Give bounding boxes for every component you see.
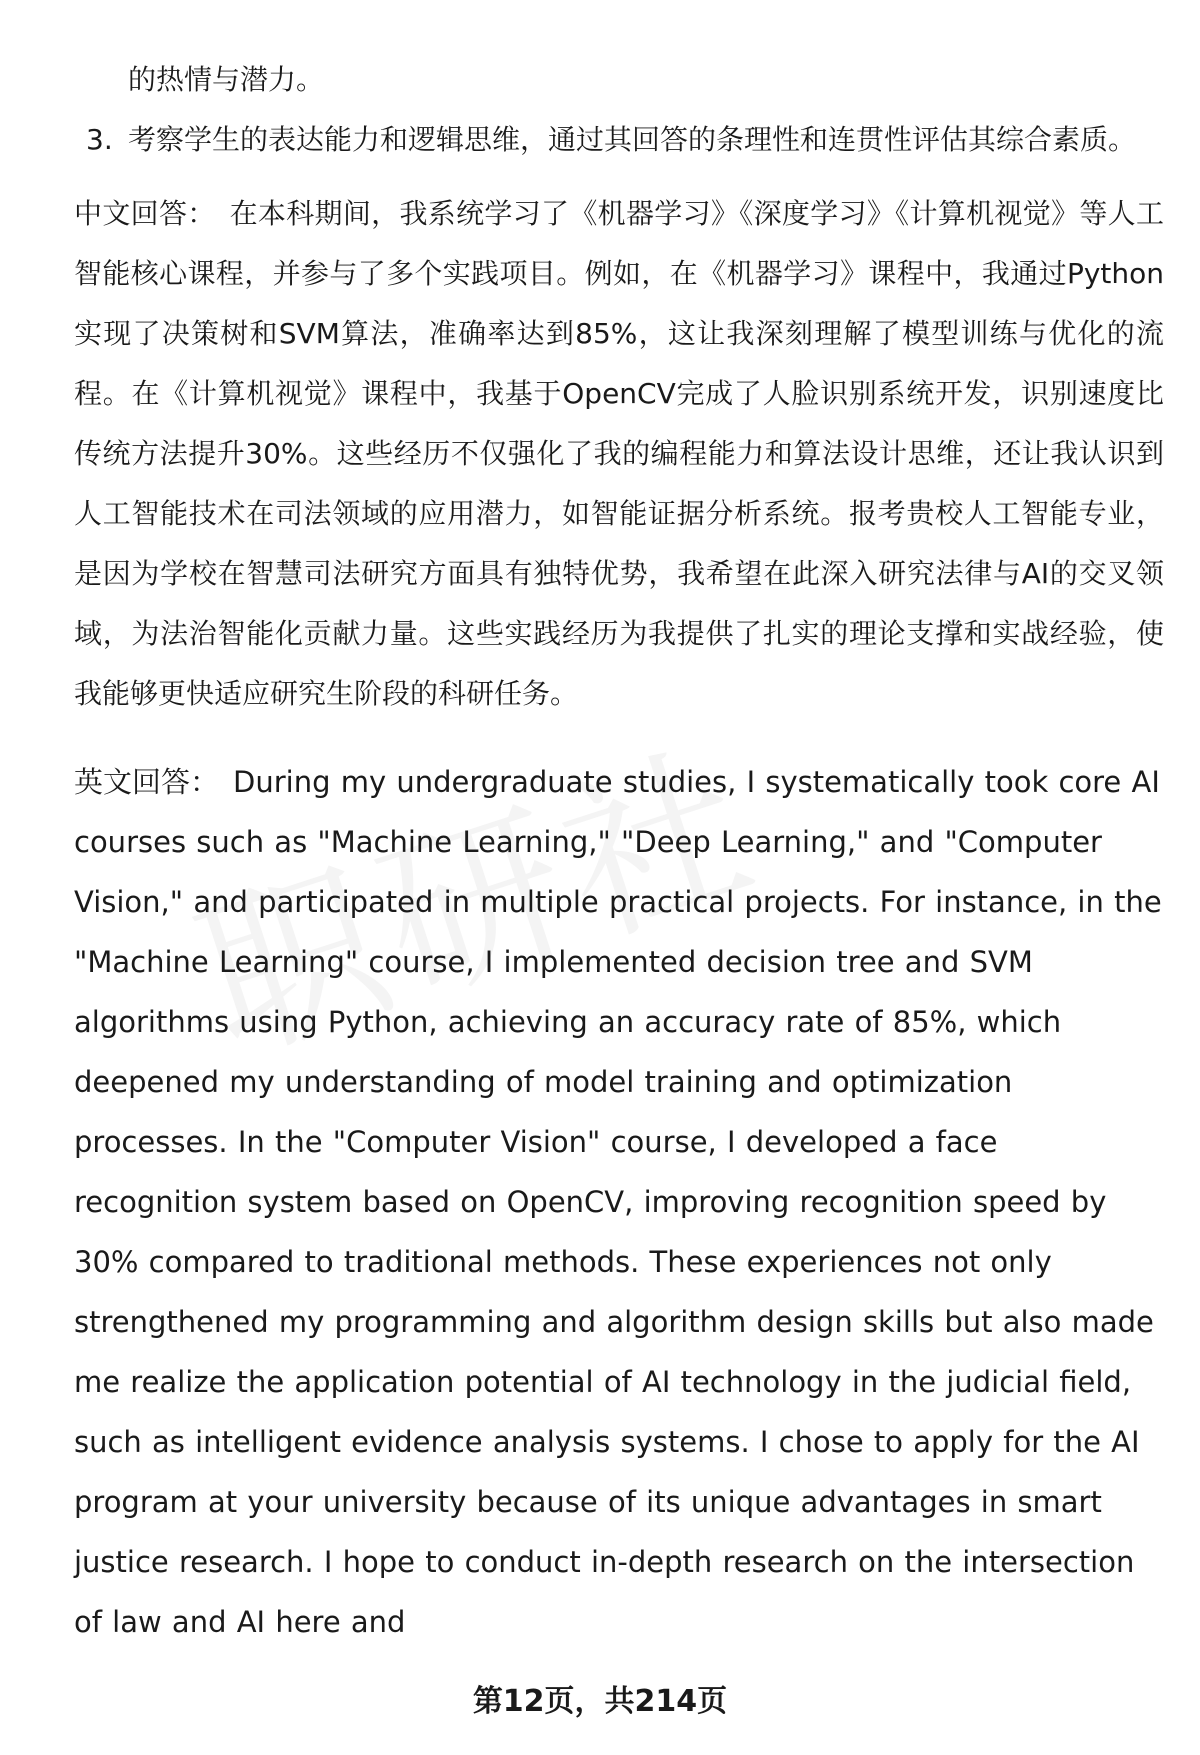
english-answer-label: 英文回答： xyxy=(74,765,220,799)
english-answer-paragraph xyxy=(74,752,1164,1652)
list-item xyxy=(74,110,1164,170)
chinese-answer-label: 中文回答： xyxy=(74,197,216,230)
page-number: 第12页，共214页 xyxy=(472,1684,728,1719)
chinese-answer-text: 在本科期间，我系统学习了《机器学习》《深度学习》《计算机视觉》等人工智能核心课程，并参与了多个实践项目。例如，在《机器学习》课程中，我通过Python实现了决策树和SVM算法，准确率达到85%，这让我深刻理解了模型训练与优化的流程。在《计算机视觉》课程中，我基于OpenCV完成了人脸识别系统开发，识别速度比传统方法提升30%。这些经历不仅强化了我的编程能力和算法设计思维，还让我认识到人工智能技术在司法领域的应用潜力，如智能证据分析系统。报考贵校人工智能专业，是因为学校在智慧司法研究方面具有独特优势，我希望在此深入研究法律与AI的交叉领域，为法治智能化贡献力量。这些实践经历为我提供了扎实的理论支撑和实战经验，使我能够更快适应研究生阶段的科研任务。 xyxy=(74,197,1164,710)
document-page xyxy=(74,50,1164,1681)
english-answer-text: During my undergraduate studies, I systematically took core AI courses such as "Machine Learning," "Deep Learning," and "Computer Vision," and participated in multiple practical projects. For instance, in the "Machine Learning" course, I implemented decision tree and SVM algorithms using Python, achieving an accuracy rate of 85%, which deepened my understanding of model training and optimization processes. In the "Computer Vision" course, I developed a face recognition system based on OpenCV, improving recognition speed by 30% compared to traditional methods. These experiences not only strengthened my programming and algorithm design skills but also made me realize the application potential of AI technology in the judicial field, such as intelligent evidence analysis systems. I chose to apply for the AI program at your university because of its unique advantages in smart justice research. I hope to conduct in-depth research on the intersection of law and AI here and xyxy=(74,765,1162,1639)
list-item-continuation: 的热情与潜力。 xyxy=(128,63,325,96)
list-item-text: 考察学生的表达能力和逻辑思维，通过其回答的条理性和连贯性评估其综合素质。 xyxy=(128,123,1137,156)
list-item-number: 3. xyxy=(86,123,113,156)
chinese-answer-paragraph xyxy=(74,184,1164,724)
